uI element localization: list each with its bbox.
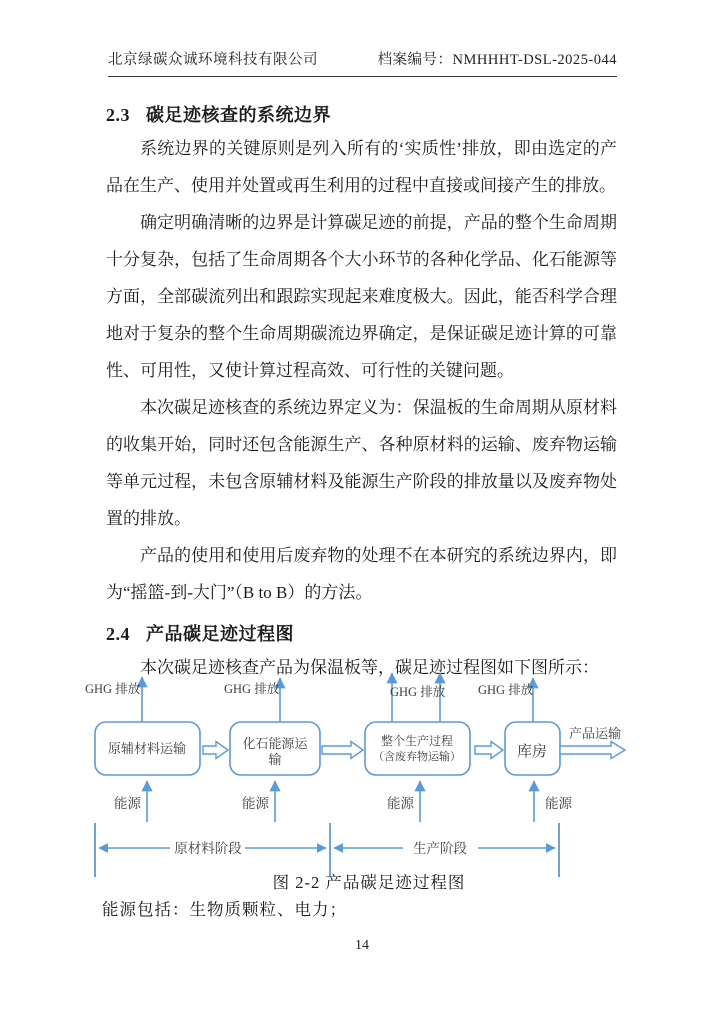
energy-label-4: 能源 [545, 796, 572, 811]
paragraph: 系统边界的关键原则是列入所有的‘实质性’排放，即由选定的产品在生产、使用并处置或再生利用的过程中直接或间接产生的排放。 [106, 139, 617, 195]
paragraph: 产品的使用和使用后废弃物的处理不在本研究的系统边界内，即为“摇篮-到-大门”（B to B）的方法。 [106, 546, 617, 602]
box2-label-line1: 化石能源运 [242, 736, 308, 751]
paragraph: 本次碳足迹核查产品为保温板等，碳足迹过程图如下图所示： [140, 658, 599, 677]
section-heading-2-3 [106, 96, 617, 130]
section-title: 产品碳足迹过程图 [146, 624, 294, 644]
section-number: 2.3 [106, 105, 130, 125]
ghg-label-1: GHG 排放 [85, 682, 141, 696]
product-transport-label: 产品运输 [568, 726, 622, 741]
document-body [106, 96, 617, 686]
section-heading-2-4 [106, 615, 617, 649]
flow-arrow-2 [322, 742, 363, 759]
page-header [108, 48, 617, 77]
energy-label-3: 能源 [387, 796, 414, 811]
carbon-footprint-process-diagram [0, 665, 724, 900]
flow-arrow-1 [203, 742, 228, 759]
ghg-label-4: GHG 排放 [478, 683, 534, 697]
energy-input-arrows [147, 781, 534, 822]
box3-label-line1: 整个生产过程 [380, 734, 454, 748]
box3-label-line2: （含废弃物运输） [373, 751, 461, 763]
ghg-label-3: GHG 排放 [390, 685, 446, 699]
energy-label-2: 能源 [242, 796, 269, 811]
phase2-label: 生产阶段 [413, 841, 467, 856]
process-box-production [365, 722, 470, 775]
header-company-name: 北京绿碳众诚环境科技有限公司 [108, 52, 318, 68]
ghg-label-2: GHG 排放 [224, 682, 280, 696]
header-doc-number: 档案编号：NMHHHT-DSL-2025-044 [377, 52, 617, 68]
figure-caption: 图 2-2 产品碳足迹过程图 [272, 873, 466, 892]
paragraph: 本次碳足迹核查的系统边界定义为：保温板的生命周期从原材料的收集开始，同时还包含能源生产、各种原材料的运输、废弃物运输等单元过程，未包含原辅材料及能源生产阶段的排放量以及废弃物处置的排放。 [106, 398, 617, 528]
box4-label: 库房 [516, 744, 548, 760]
box1-label: 原辅材料运输 [107, 741, 187, 756]
energy-label-1: 能源 [114, 796, 141, 811]
product-output-arrow [560, 742, 625, 759]
page-number: 14 [355, 938, 369, 953]
flow-arrow-3 [475, 742, 503, 759]
box2-label-line2: 输 [268, 752, 282, 767]
ghg-emission-arrows [142, 673, 533, 722]
phase1-label: 原材料阶段 [174, 841, 242, 856]
energy-note: 能源包括：生物质颗粒、电力； [102, 900, 347, 919]
section-number: 2.4 [106, 624, 130, 644]
paragraph: 确定明确清晰的边界是计算碳足迹的前提，产品的整个生命周期十分复杂，包括了生命周期各个大小环节的各种化学品、化石能源等方面，全部碳流列出和跟踪实现起来难度极大。因此，能否科学合理地对于复杂的整个生命周期碳流边界确定，是保证碳足迹计算的可靠性、可用性，又使计算过程高效、可行性的关键问题。 [106, 213, 617, 380]
section-title: 碳足迹核查的系统边界 [146, 105, 331, 125]
